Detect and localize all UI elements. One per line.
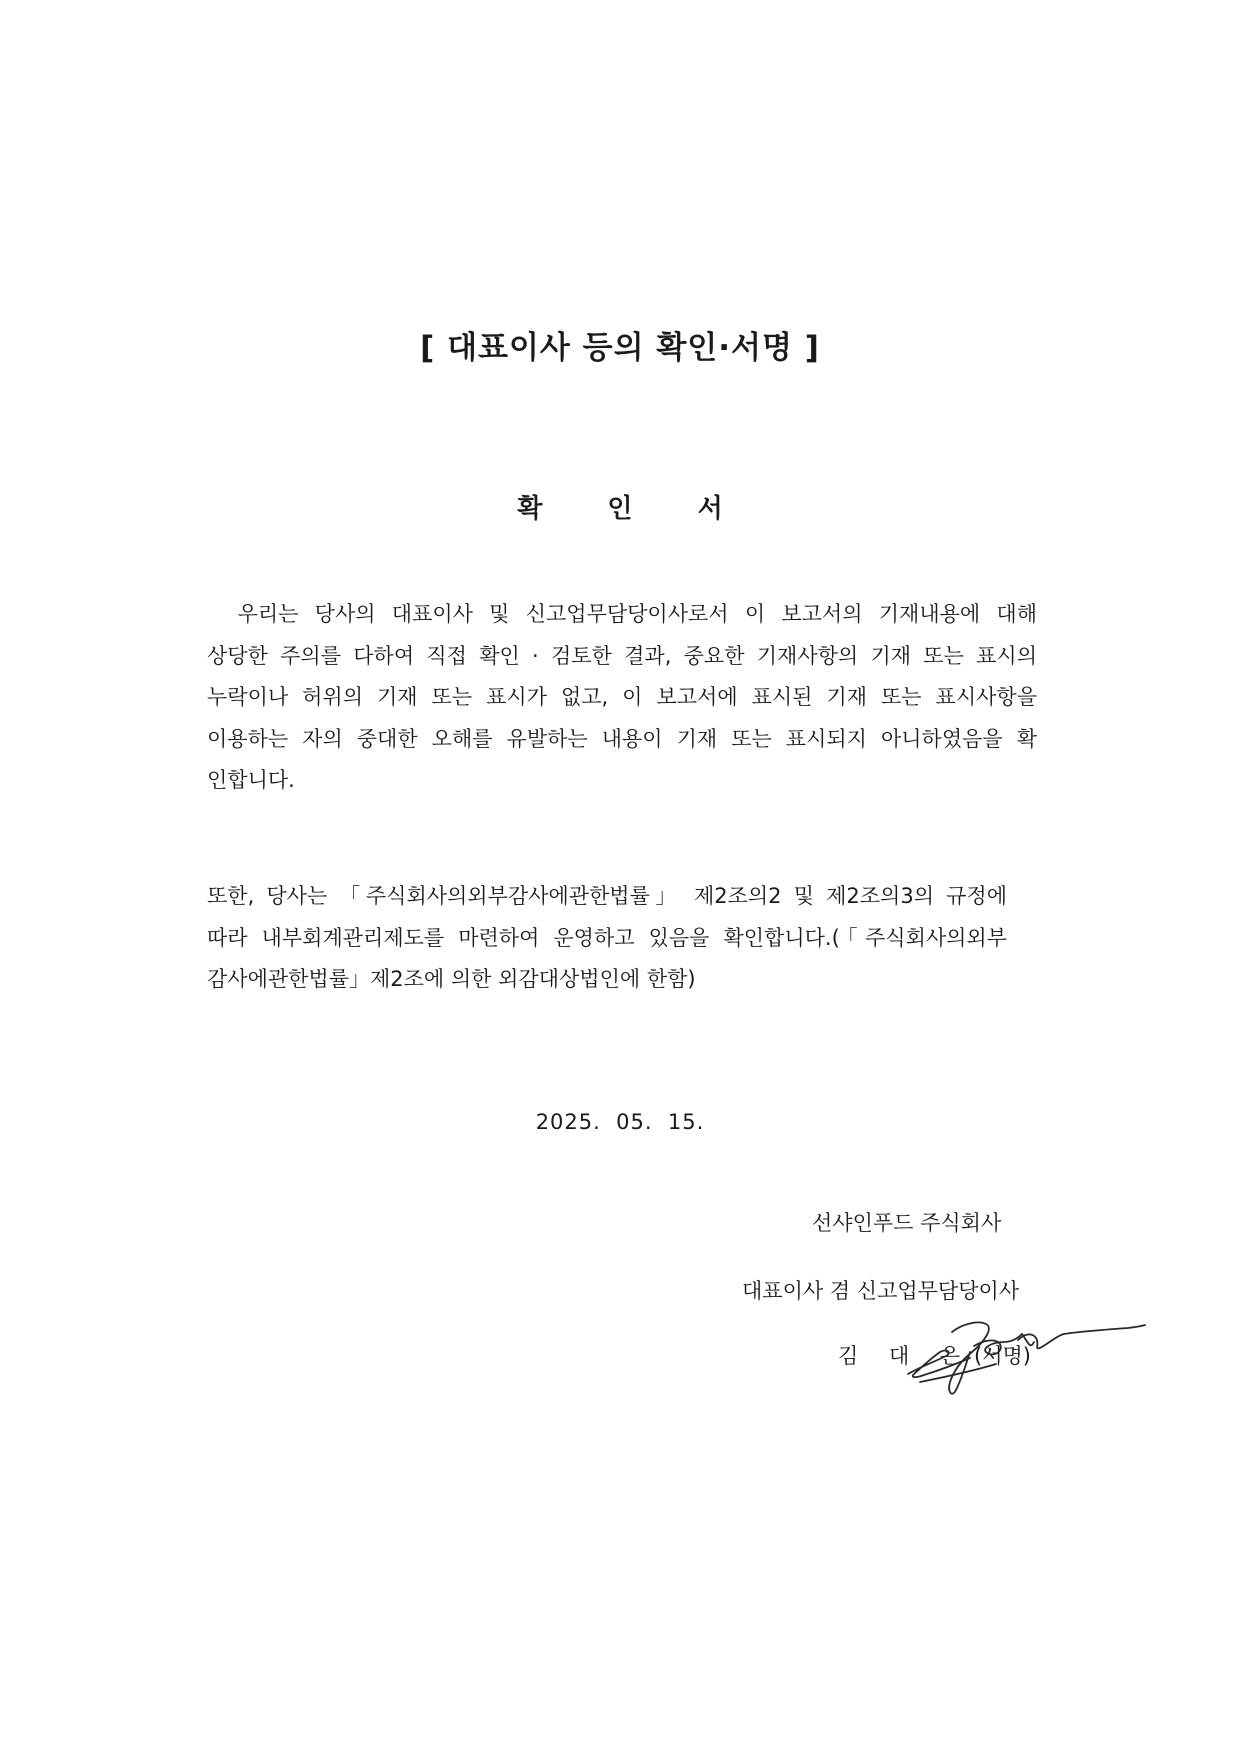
- paragraph-line: 우리는 당사의 대표이사 및 신고업무담당이사로서 이 보고서의 기재내용에 대해: [207, 602, 1037, 626]
- paragraph-line: 상당한 주의를 다하여 직접 확인 · 검토한 결과, 중요한 기재사항의 기재 또는 표시의: [207, 643, 1037, 668]
- internal-control-paragraph: [207, 876, 1007, 1001]
- paragraph-line: 감사에관한법률」제2조에 의한 외감대상법인에 한함): [207, 967, 696, 991]
- confirmation-paragraph: [207, 594, 1037, 802]
- sign-label: (서명): [974, 1344, 1031, 1368]
- paragraph-line: 누락이나 허위의 기재 또는 표시가 없고, 이 보고서에 표시된 기재 또는 표시사항을: [207, 685, 1037, 709]
- paragraph-line: 인합니다.: [207, 768, 295, 792]
- paragraph-line: 또한, 당사는 「주식회사의외부감사에관한법률」 제2조의2 및 제2조의3의 규정에: [207, 884, 1007, 908]
- handwritten-signature-icon: [900, 1312, 1150, 1407]
- representative-title: 대표이사 겸 신고업무담당이사: [742, 1279, 1020, 1303]
- document-heading: [ 대표이사 등의 확인·서명 ]: [420, 330, 820, 366]
- document-title: 확 인 서: [517, 494, 751, 524]
- signer-name: 김 대 은: [838, 1344, 973, 1368]
- paragraph-line: 따라 내부회계관리제도를 마련하여 운영하고 있음을 확인합니다.(「주식회사의외부: [207, 925, 1007, 950]
- document-date: 2025. 05. 15.: [535, 1110, 705, 1134]
- company-name: 선샤인푸드 주식회사: [812, 1211, 1002, 1235]
- paragraph-line: 이용하는 자의 중대한 오해를 유발하는 내용이 기재 또는 표시되지 아니하였음을 확: [207, 726, 1037, 751]
